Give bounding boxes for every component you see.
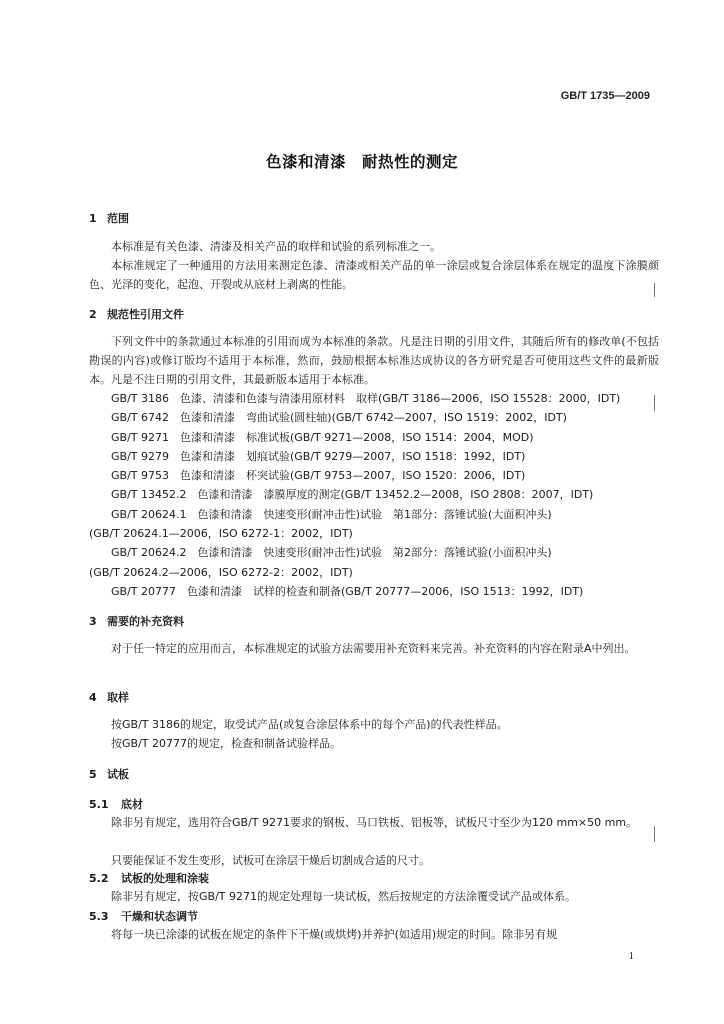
reference-item-continuation: (GB/T 20624.2—2006，ISO 6272-2：2002，IDT)	[89, 565, 353, 579]
section-number: 5	[89, 768, 97, 781]
section-number: 2	[89, 308, 97, 321]
normative-references-list	[89, 389, 659, 601]
section-title: 试板	[107, 768, 129, 781]
section-title: 规范性引用文件	[107, 308, 184, 321]
subsection-title: 试板的处理和涂装	[121, 872, 209, 885]
section-5-heading	[89, 766, 659, 782]
reference-item: GB/T 3186 色漆、清漆和色漆与清漆用原材料 取样(GB/T 3186—2006，ISO 15528：2000，IDT)	[111, 392, 621, 405]
reference-item: GB/T 9279 色漆和清漆 划痕试验(GB/T 9279—2007，ISO 1518：1992，IDT)	[111, 449, 526, 463]
section-3-heading	[89, 613, 659, 629]
reference-item: GB/T 6742 色漆和清漆 弯曲试验(圆柱轴)(GB/T 6742—2007，ISO 1519：2002，IDT)	[111, 411, 567, 425]
section-2-heading	[89, 306, 659, 322]
section-4-paragraph-2: 按GB/T 20777的规定，检查和制备试验样品。	[111, 737, 341, 750]
reference-item: GB/T 9271 色漆和清漆 标准试板(GB/T 9271—2008，ISO 1514：2004，MOD)	[111, 430, 534, 444]
subsection-title: 底材	[121, 798, 143, 811]
subsection-5-3-heading	[89, 908, 659, 924]
reference-item: GB/T 20624.2 色漆和清漆 快速变形(耐冲击性)试验 第2部分：落锤试验(小面积冲头)	[111, 546, 552, 560]
subsection-number: 5.2	[89, 872, 109, 885]
document-title: 色漆和清漆 耐热性的测定	[265, 153, 458, 171]
section-3-paragraph: 对于任一特定的应用而言，本标准规定的试验方法需要用补充资料来完善。补充资料的内容在附录A中列出。	[111, 642, 636, 655]
reference-item: GB/T 13452.2 色漆和清漆 漆膜厚度的测定(GB/T 13452.2—2008，ISO 2808：2007，IDT)	[111, 488, 594, 502]
reference-item: GB/T 20777 色漆和清漆 试样的检查和制备(GB/T 20777—2006，ISO 1513：1992，IDT)	[111, 584, 584, 598]
subsection-5-2-paragraph: 除非另有规定，按GB/T 9271的规定处理每一块试板，然后按规定的方法涂覆受试产品或体系。	[111, 890, 576, 903]
section-1-heading	[89, 210, 659, 226]
standard-code: GB/T 1735—2009	[560, 90, 650, 102]
subsection-5-1-paragraph-1: 除非另有规定，选用符合GB/T 9271要求的钢板、马口铁板、铝板等，试板尺寸至少为120 mm×50 mm。	[111, 816, 638, 829]
subsection-5-1-heading	[89, 796, 659, 812]
subsection-5-2-heading	[89, 870, 659, 886]
reference-item: GB/T 9753 色漆和清漆 杯突试验(GB/T 9753—2007，ISO 1520：2006，IDT)	[111, 469, 526, 483]
section-4-paragraph-1: 按GB/T 3186的规定，取受试产品(或复合涂层体系中的每个产品)的代表性样品。	[111, 718, 508, 731]
subsection-5-3-paragraph: 将每一块已涂漆的试板在规定的条件下干燥(或烘烤)并养护(如适用)规定的时间。除非另有规	[111, 928, 558, 941]
section-title: 需要的补充资料	[107, 615, 184, 628]
section-2-intro: 下列文件中的条款通过本标准的引用而成为本标准的条款。凡是注日期的引用文件，其随后所有的修改单(不包括勘误的内容)或修订版均不适用于本标准，然而，鼓励根据本标准达成协议的各方研究是否可使用这些文件的最新版本。凡是不注日期的引用文件，其最新版本适用于本标准。	[89, 335, 659, 386]
section-number: 3	[89, 615, 97, 628]
reference-item: GB/T 20624.1 色漆和清漆 快速变形(耐冲击性)试验 第1部分：落锤试验(大面积冲头)	[111, 507, 552, 521]
section-title: 取样	[107, 691, 129, 704]
section-number: 4	[89, 691, 97, 704]
section-1-paragraph-2: 本标准规定了一种通用的方法用来测定色漆、清漆或相关产品的单一涂层或复合涂层体系在规定的温度下涂膜颜色、光泽的变化，起泡、开裂或从底材上剥离的性能。	[89, 259, 659, 291]
subsection-number: 5.1	[89, 798, 109, 811]
section-1-paragraph-1: 本标准是有关色漆、清漆及相关产品的取样和试验的系列标准之一。	[111, 240, 441, 253]
section-4-heading	[89, 689, 659, 705]
section-number: 1	[89, 212, 97, 225]
scan-edge-mark	[654, 283, 655, 297]
subsection-title: 干燥和状态调节	[121, 910, 198, 923]
reference-item-continuation: (GB/T 20624.1—2006，ISO 6272-1：2002，IDT)	[89, 527, 353, 541]
scan-edge-mark	[654, 395, 655, 411]
scan-edge-mark	[654, 826, 655, 842]
subsection-5-1-paragraph-2: 只要能保证不发生变形，试板可在涂层干燥后切割成合适的尺寸。	[111, 854, 430, 867]
subsection-number: 5.3	[89, 910, 109, 923]
section-title: 范围	[107, 212, 129, 225]
page-number: 1	[628, 950, 634, 962]
